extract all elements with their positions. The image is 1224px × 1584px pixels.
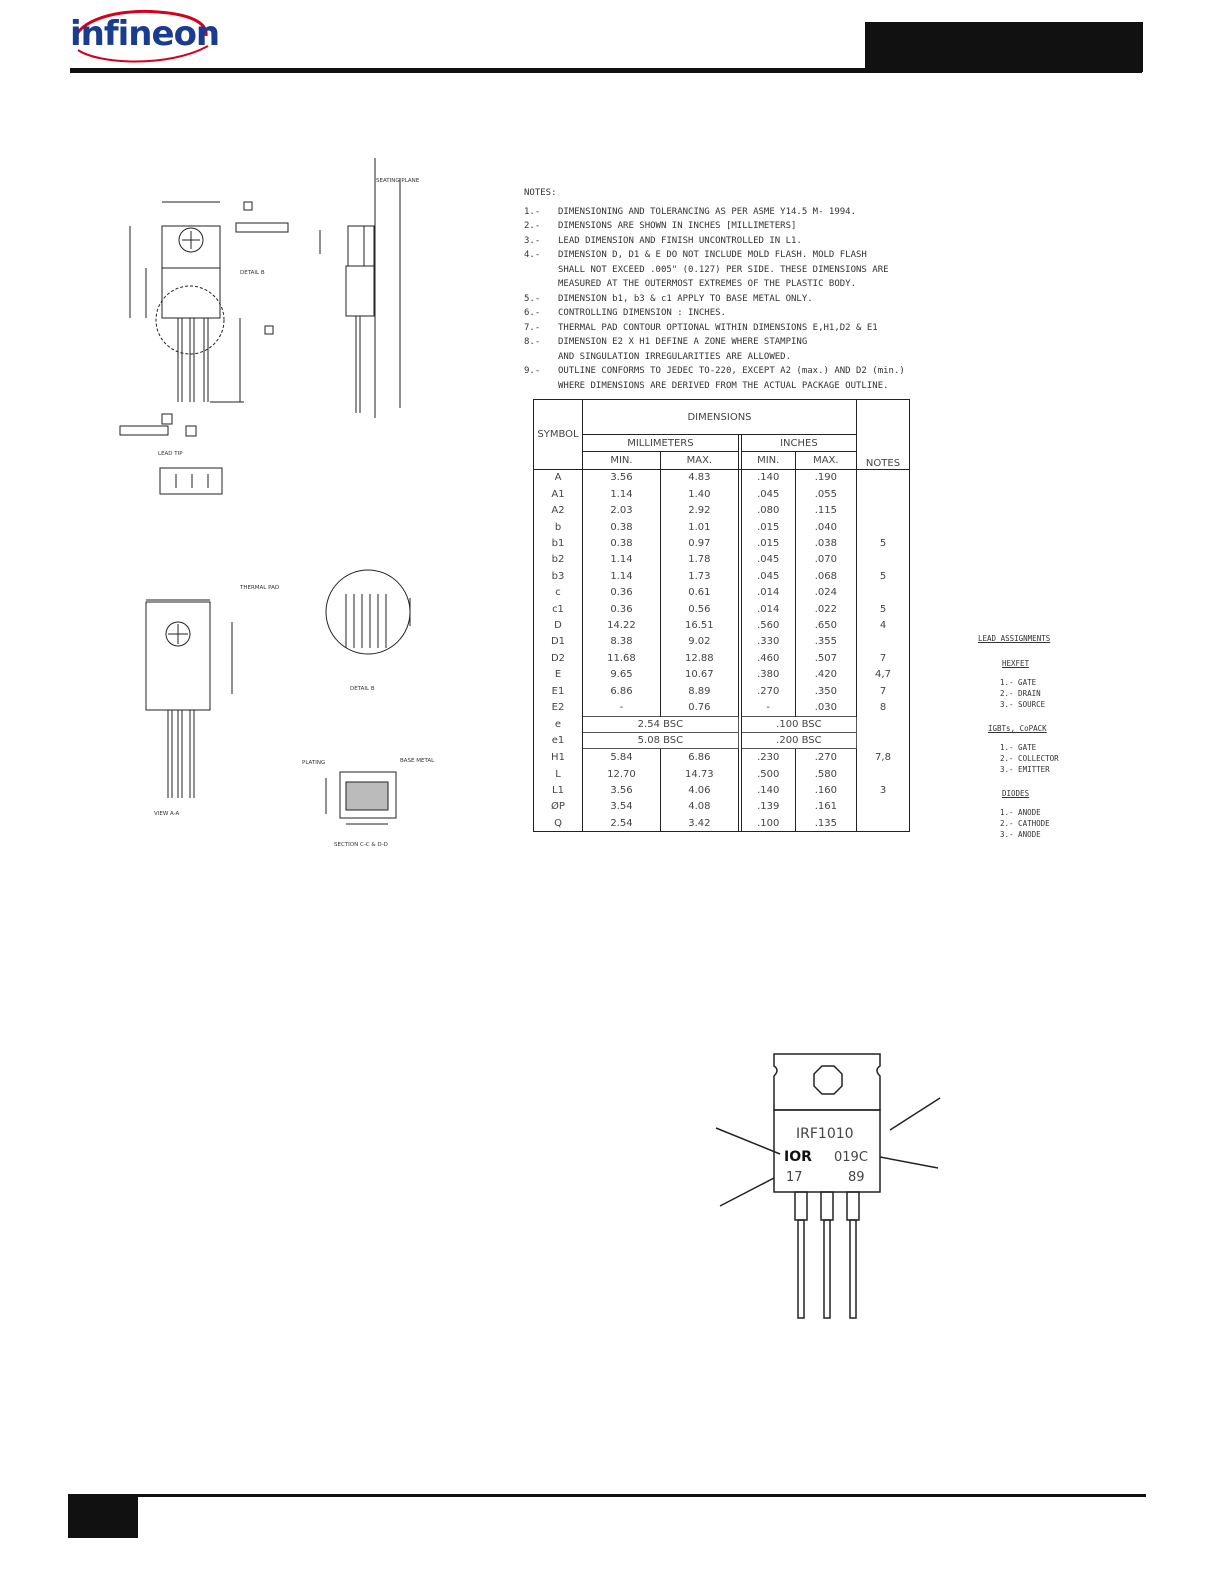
in-max-cell: .024 (795, 585, 856, 601)
section-label: SECTION C-C & D-D (334, 842, 388, 848)
in-max-cell: .350 (795, 683, 856, 699)
note-cell: 7 (857, 683, 910, 699)
mm-min-cell: 0.36 (583, 601, 661, 617)
in-min-cell: .330 (741, 634, 795, 650)
symbol-cell: E (534, 666, 583, 682)
lead-group (978, 724, 1059, 775)
in-max-cell: .022 (795, 601, 856, 617)
in-max-cell: .055 (795, 486, 856, 502)
lead-item: 1.- GATE (1000, 743, 1037, 752)
mm-min-cell: 3.56 (583, 469, 661, 486)
mm-max-cell: 0.76 (660, 699, 738, 716)
in-max-cell: .068 (795, 568, 856, 584)
mm-min-cell: 1.14 (583, 568, 661, 584)
in-min-cell: .500 (741, 766, 795, 782)
symbol-cell: ØP (534, 799, 583, 815)
mm-min-cell: 0.36 (583, 585, 661, 601)
mm-min-header: MIN. (583, 452, 661, 469)
part-number: IRF1010 (796, 1126, 854, 1142)
note-cell: 5 (857, 601, 910, 617)
mm-max-cell: 1.73 (660, 568, 738, 584)
mm-min-cell: 3.54 (583, 799, 661, 815)
bsc-cell: 2.54 BSC (583, 716, 739, 732)
mm-max-header: MAX. (660, 452, 738, 469)
mm-min-cell: 3.56 (583, 782, 661, 798)
in-min-cell: .080 (741, 503, 795, 519)
note-cell (857, 552, 910, 568)
lead-group-name: HEXFET (1002, 659, 1030, 668)
symbol-cell: D1 (534, 634, 583, 650)
mm-min-cell: 2.54 (583, 815, 661, 832)
note-item: 7.- THERMAL PAD CONTOUR OPTIONAL WITHIN DIMENSIONS E,H1,D2 & E1 (524, 322, 878, 333)
symbol-cell: A (534, 469, 583, 486)
in-min-cell: .014 (741, 601, 795, 617)
mm-max-cell: 0.97 (660, 535, 738, 551)
table-row (534, 683, 910, 699)
note-cell (857, 799, 910, 815)
in-min-cell: .045 (741, 552, 795, 568)
table-row (534, 601, 910, 617)
in-min-cell: .230 (741, 749, 795, 766)
mm-min-cell: 0.38 (583, 535, 661, 551)
in-min-cell: .460 (741, 650, 795, 666)
in-max-cell: .160 (795, 782, 856, 798)
table-row (534, 749, 910, 766)
in-min-cell: .015 (741, 519, 795, 535)
inches-header: INCHES (741, 435, 856, 452)
symbol-cell: Q (534, 815, 583, 832)
note-item: 6.- CONTROLLING DIMENSION : INCHES. (524, 308, 726, 318)
view-aa-label: VIEW A-A (154, 811, 180, 817)
table-row (534, 552, 910, 568)
mm-max-cell: 12.88 (660, 650, 738, 666)
lead-tip-label: LEAD TIP (158, 451, 183, 457)
symbol-cell: E1 (534, 683, 583, 699)
note-cell (857, 486, 910, 502)
note-item: 2.- DIMENSIONS ARE SHOWN IN INCHES [MILLIMETERS] (524, 221, 797, 231)
table-row (534, 585, 910, 601)
note-cell (857, 519, 910, 535)
note-cell: 3 (857, 782, 910, 798)
package-outline-drawing (110, 158, 450, 858)
in-max-cell: .507 (795, 650, 856, 666)
mm-min-cell: 5.84 (583, 749, 661, 766)
symbol-cell: A1 (534, 486, 583, 502)
bsc-cell: .200 BSC (741, 733, 856, 749)
footer-page-block (68, 1494, 138, 1538)
in-min-cell: .140 (741, 469, 795, 486)
symbol-cell: e1 (534, 733, 583, 749)
in-max-cell: .115 (795, 503, 856, 519)
detail-b-callout: DETAIL B (240, 270, 265, 276)
base-metal-label: BASE METAL (400, 758, 435, 764)
mm-max-cell: 16.51 (660, 617, 738, 633)
mm-max-cell: 1.40 (660, 486, 738, 502)
lead-item: 1.- GATE (1000, 678, 1037, 687)
lead-item: 2.- CATHODE (1000, 819, 1050, 828)
table-row (534, 634, 910, 650)
symbol-header: SYMBOL (534, 400, 583, 470)
in-min-cell: .045 (741, 486, 795, 502)
table-row (534, 617, 910, 633)
mm-max-cell: 6.86 (660, 749, 738, 766)
mm-max-cell: 14.73 (660, 766, 738, 782)
bsc-cell: .100 BSC (741, 716, 856, 732)
mm-min-cell: 0.38 (583, 519, 661, 535)
notes-heading: NOTES: (524, 188, 557, 198)
seating-plane-label: SEATING PLANE (376, 178, 420, 184)
millimeters-header: MILLIMETERS (583, 435, 739, 452)
in-min-cell: .045 (741, 568, 795, 584)
mm-max-cell: 0.61 (660, 585, 738, 601)
symbol-cell: D2 (534, 650, 583, 666)
symbol-cell: L1 (534, 782, 583, 798)
note-item: 1.- DIMENSIONING AND TOLERANCING AS PER ASME Y14.5 M- 1994. (524, 206, 857, 217)
table-row (534, 666, 910, 682)
dimensions-body (534, 469, 910, 832)
symbol-cell: b1 (534, 535, 583, 551)
lead-assignments (978, 634, 1059, 854)
mm-min-cell: 11.68 (583, 650, 661, 666)
lead-item: 2.- DRAIN (1000, 689, 1041, 698)
lead-item: 1.- ANODE (1000, 808, 1041, 817)
table-row (534, 650, 910, 666)
table-row (534, 799, 910, 815)
lead-item: 2.- COLLECTOR (1000, 754, 1059, 763)
assembly-code-right: 89 (848, 1170, 865, 1185)
in-max-cell: .190 (795, 469, 856, 486)
symbol-cell: b2 (534, 552, 583, 568)
in-max-cell: .135 (795, 815, 856, 832)
mm-min-cell: 14.22 (583, 617, 661, 633)
mm-min-cell: 8.38 (583, 634, 661, 650)
plating-label: PLATING (302, 760, 326, 766)
mm-max-cell: 1.78 (660, 552, 738, 568)
mm-min-cell: 2.03 (583, 503, 661, 519)
mm-min-cell: 1.14 (583, 552, 661, 568)
note-cell: 7 (857, 650, 910, 666)
symbol-cell: E2 (534, 699, 583, 716)
mm-min-cell: 12.70 (583, 766, 661, 782)
dimensions-header: DIMENSIONS (583, 400, 857, 435)
mm-min-cell: 1.14 (583, 486, 661, 502)
bsc-cell: 5.08 BSC (583, 733, 739, 749)
note-cell: 7,8 (857, 749, 910, 766)
thermal-pad-label: THERMAL PAD (240, 585, 280, 591)
symbol-cell: c (534, 585, 583, 601)
in-min-cell: .380 (741, 666, 795, 682)
note-cell: 8 (857, 699, 910, 716)
mm-min-cell: - (583, 699, 661, 716)
table-row (534, 766, 910, 782)
mm-max-cell: 1.01 (660, 519, 738, 535)
symbol-cell: b3 (534, 568, 583, 584)
note-cell (857, 585, 910, 601)
symbol-cell: c1 (534, 601, 583, 617)
in-max-cell: .030 (795, 699, 856, 716)
footer-rule (68, 1494, 1146, 1497)
notes-block (524, 186, 944, 393)
in-max-header: MAX. (795, 452, 856, 469)
note-item: 5.- DIMENSION b1, b3 & c1 APPLY TO BASE METAL ONLY. (524, 293, 813, 304)
note-cell (857, 766, 910, 782)
in-min-cell: .100 (741, 815, 795, 832)
mm-max-cell: 4.08 (660, 799, 738, 815)
in-min-cell: .140 (741, 782, 795, 798)
note-cell (857, 733, 910, 749)
table-row (534, 699, 910, 716)
in-max-cell: .355 (795, 634, 856, 650)
in-max-cell: .580 (795, 766, 856, 782)
note-cell: 4 (857, 617, 910, 633)
in-max-cell: .070 (795, 552, 856, 568)
lead-assignments-title: LEAD ASSIGNMENTS (978, 634, 1051, 643)
in-min-cell: .139 (741, 799, 795, 815)
header-rule (70, 68, 1142, 73)
detail-b-label: DETAIL B (350, 686, 375, 692)
mm-max-cell: 8.89 (660, 683, 738, 699)
note-cell (857, 815, 910, 832)
table-row (534, 568, 910, 584)
symbol-cell: e (534, 716, 583, 732)
note-item: 3.- LEAD DIMENSION AND FINISH UNCONTROLLED IN L1. (524, 235, 802, 246)
in-min-cell: - (741, 699, 795, 716)
lead-group-name: IGBTs, CoPACK (988, 724, 1047, 733)
mm-max-cell: 10.67 (660, 666, 738, 682)
header-title-block (865, 22, 1143, 72)
in-min-cell: .014 (741, 585, 795, 601)
lead-group-name: DIODES (1002, 789, 1030, 798)
in-min-cell: .560 (741, 617, 795, 633)
lead-item: 3.- ANODE (1000, 830, 1041, 839)
table-row (534, 535, 910, 551)
in-min-header: MIN. (741, 452, 795, 469)
table-row (534, 716, 910, 732)
in-min-cell: .015 (741, 535, 795, 551)
note-item: 9.- OUTLINE CONFORMS TO JEDEC TO-220, EXCEPT A2 (max.) AND D2 (min.) WHERE DIMENSIONS ARE DERIVED FROM THE ACTUAL PACKAGE OUTLINE. (524, 366, 905, 391)
lot-code: 019C (834, 1150, 868, 1165)
ir-logo: IOR (784, 1149, 812, 1165)
in-min-cell: .270 (741, 683, 795, 699)
note-cell: 5 (857, 568, 910, 584)
notes-header: NOTES (857, 400, 910, 470)
infineon-logo: infineon (70, 14, 220, 54)
mm-max-cell: 3.42 (660, 815, 738, 832)
table-row (534, 469, 910, 486)
mm-min-cell: 6.86 (583, 683, 661, 699)
part-marking-illustration (700, 1040, 950, 1330)
symbol-cell: D (534, 617, 583, 633)
table-row (534, 503, 910, 519)
symbol-cell: H1 (534, 749, 583, 766)
in-max-cell: .161 (795, 799, 856, 815)
in-max-cell: .040 (795, 519, 856, 535)
symbol-cell: A2 (534, 503, 583, 519)
in-max-cell: .270 (795, 749, 856, 766)
in-max-cell: .650 (795, 617, 856, 633)
in-max-cell: .038 (795, 535, 856, 551)
note-cell: 5 (857, 535, 910, 551)
note-cell: 4,7 (857, 666, 910, 682)
assembly-code-left: 17 (786, 1170, 803, 1185)
mm-max-cell: 9.02 (660, 634, 738, 650)
table-row (534, 782, 910, 798)
symbol-cell: b (534, 519, 583, 535)
lead-item: 3.- EMITTER (1000, 765, 1050, 774)
note-cell (857, 716, 910, 732)
dimensions-table (533, 399, 910, 832)
mm-max-cell: 4.83 (660, 469, 738, 486)
lead-group (978, 659, 1059, 710)
table-row (534, 733, 910, 749)
note-cell (857, 634, 910, 650)
mm-max-cell: 0.56 (660, 601, 738, 617)
lead-item: 3.- SOURCE (1000, 700, 1046, 709)
table-row (534, 815, 910, 832)
note-cell (857, 469, 910, 486)
table-row (534, 519, 910, 535)
mm-min-cell: 9.65 (583, 666, 661, 682)
table-row (534, 486, 910, 502)
mm-max-cell: 2.92 (660, 503, 738, 519)
lead-group (978, 789, 1059, 840)
mm-max-cell: 4.06 (660, 782, 738, 798)
note-item: 8.- DIMENSION E2 X H1 DEFINE A ZONE WHERE STAMPING AND SINGULATION IRREGULARITIES ARE ALLOWED. (524, 337, 808, 362)
in-max-cell: .420 (795, 666, 856, 682)
symbol-cell: L (534, 766, 583, 782)
note-item: 4.- DIMENSION D, D1 & E DO NOT INCLUDE MOLD FLASH. MOLD FLASH SHALL NOT EXCEED .005" (0.127) PER SIDE. THESE DIMENSIONS ARE MEASURED AT THE OUTERMOST EXTREMES OF THE PLASTIC BODY. (524, 250, 889, 289)
note-cell (857, 503, 910, 519)
